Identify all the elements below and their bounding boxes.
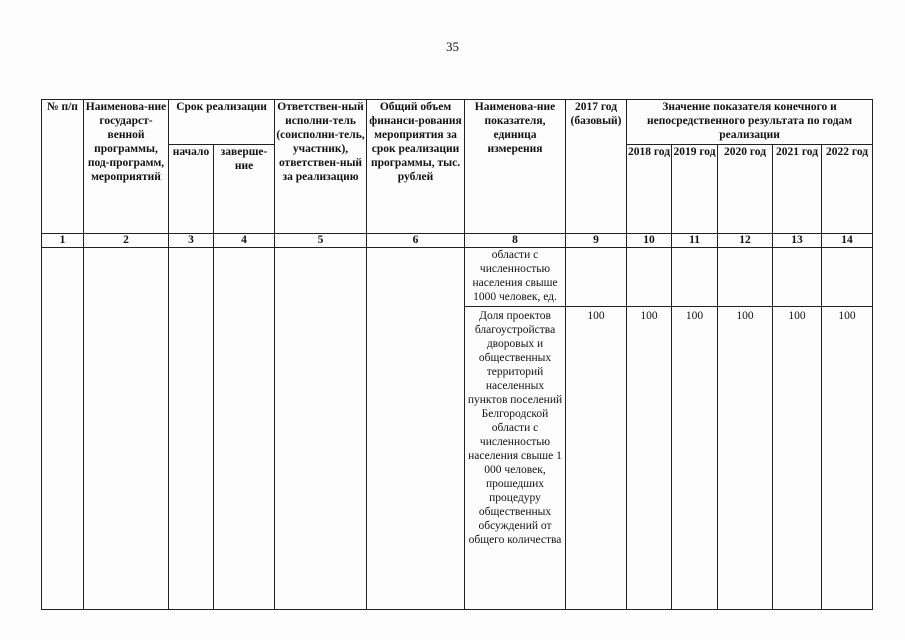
header-end: заверше-ние [214,145,275,234]
column-number: 3 [169,234,214,248]
column-number: 8 [465,234,566,248]
header-number: № п/п [42,100,84,234]
value-cell: 100 [773,307,822,610]
cell-empty [367,248,465,610]
header-period: Срок реализации [169,100,275,145]
column-number: 6 [367,234,465,248]
header-indicator-values: Значение показателя конечного и непосредственного результата по годам реализации [627,100,873,145]
column-number: 2 [84,234,169,248]
value-cell [566,248,627,307]
page-number: 35 [446,39,459,54]
column-number-row [42,234,873,248]
header-base-year: 2017 год (базовый) [566,100,627,234]
header-program-name: Наименова-ние государст-венной программы, под-программ, мероприятий [84,100,169,234]
value-cell: 100 [672,307,718,610]
cell-empty [214,248,275,610]
column-number: 4 [214,234,275,248]
value-cell [718,248,773,307]
value-cell: 100 [822,307,873,610]
column-number: 1 [42,234,84,248]
value-cell: 100 [718,307,773,610]
header-responsible: Ответствен-ный исполни-тель (соисполни-тель, участник), ответствен-ный за реализацию [275,100,367,234]
cell-empty [42,248,84,610]
column-number: 9 [566,234,627,248]
column-number: 14 [822,234,873,248]
header-row [42,100,873,145]
cell-empty [84,248,169,610]
cell-empty [275,248,367,610]
value-cell [672,248,718,307]
indicators-table [41,99,873,610]
table-row [42,248,873,307]
column-number: 12 [718,234,773,248]
column-number: 10 [627,234,672,248]
indicator-cell: Доля проектов благоустройства дворовых и общественных территорий населенных пунктов поселений Белгородской области с численностью населения свыше 1 000 человек, прошедших процедуру общественных обсуждений от общего количества [465,307,566,610]
header-year-2022: 2022 год [822,145,873,234]
header-financing: Общий объем финанси-рования мероприятия за срок реализации программы, тыс. рублей [367,100,465,234]
header-year-2018: 2018 год [627,145,672,234]
value-cell [627,248,672,307]
header-year-2021: 2021 год [773,145,822,234]
indicator-cell: области с численностью населения свыше 1000 человек, ед. [465,248,566,307]
header-start: начало [169,145,214,234]
value-cell [773,248,822,307]
column-number: 5 [275,234,367,248]
header-year-2019: 2019 год [672,145,718,234]
column-number: 13 [773,234,822,248]
header-year-2020: 2020 год [718,145,773,234]
column-number: 11 [672,234,718,248]
value-cell: 100 [627,307,672,610]
value-cell: 100 [566,307,627,610]
value-cell [822,248,873,307]
cell-empty [169,248,214,610]
header-indicator-name: Наименова-ние показателя, единица измерения [465,100,566,234]
